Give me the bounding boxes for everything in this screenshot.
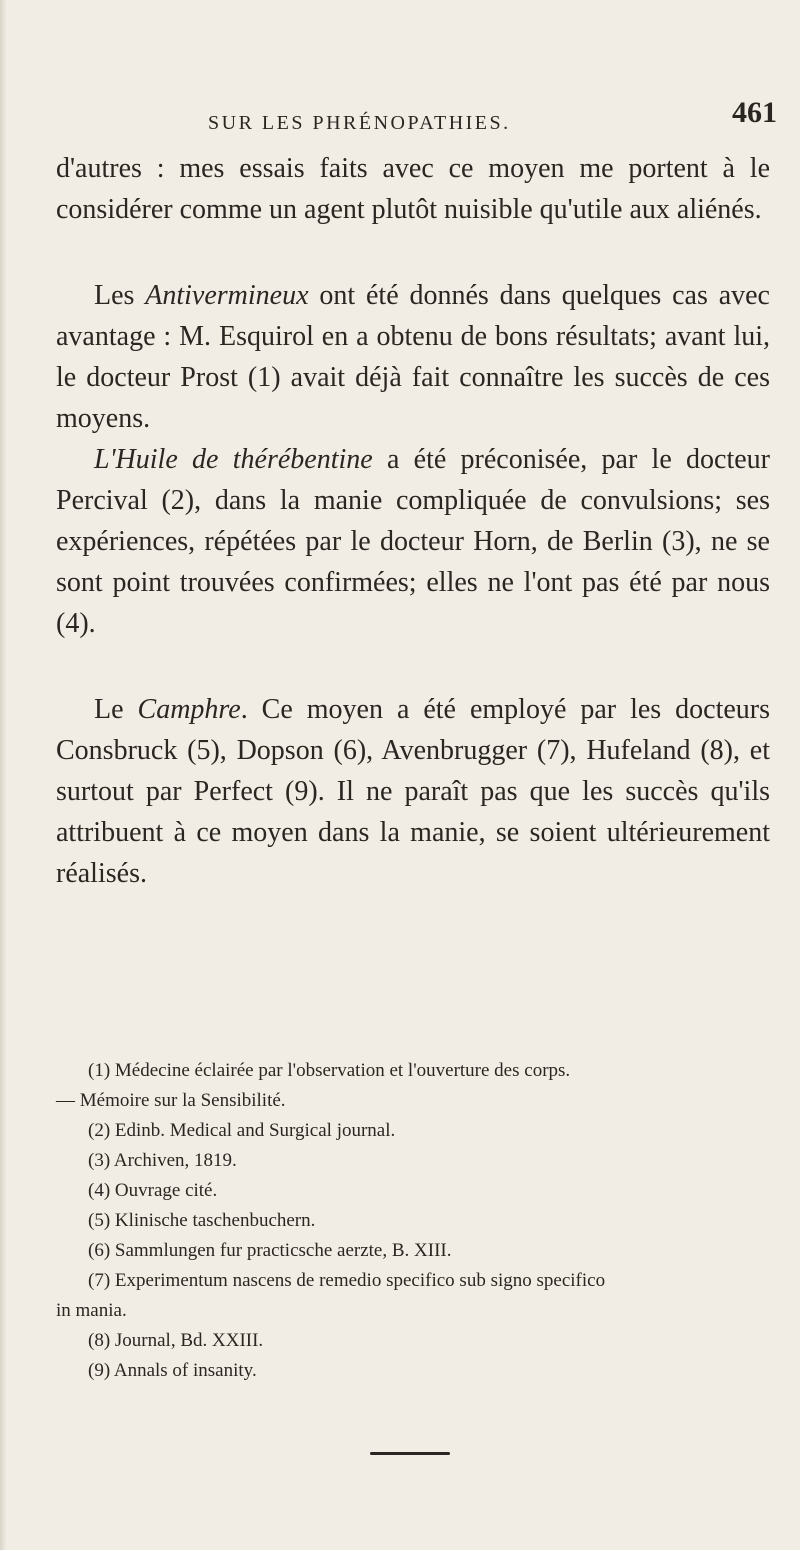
footnote: (6) Sammlungen fur practicsche aerzte, B. XIII. (88, 1240, 452, 1261)
footnote: (9) Annals of insanity. (88, 1360, 257, 1381)
italic-term: Camphre (137, 694, 241, 725)
paragraph-camphre (56, 689, 770, 894)
running-header: SUR LES PHRÉNOPATHIES. (208, 112, 511, 134)
end-rule (370, 1452, 450, 1455)
text-segment: a été préconisée, par le docteur Percival (2), dans la manie compliquée de convulsions; ses expériences, répétées par le docteur Horn, de Berlin (3), ne se sont point trouvées confirmées; elles ne l'ont pas été par nous (4). (56, 444, 770, 639)
footnote: (5) Klinische taschenbuchern. (88, 1210, 316, 1231)
footnote-continuation: in mania. (56, 1300, 127, 1321)
footnote: (7) Experimentum nascens de remedio specifico sub signo specifico (88, 1270, 606, 1291)
italic-term: L'Huile de thérébentine (94, 444, 373, 475)
text-segment: Les (94, 280, 146, 311)
footnote-continuation: — Mémoire sur la Sensibilité. (56, 1090, 286, 1111)
footnote: (1) Médecine éclairée par l'observation et l'ouverture des corps. (88, 1060, 571, 1081)
text-segment: Le (94, 694, 138, 725)
text-segment: d'autres : mes essais faits avec ce moyen me portent à le considérer comme un agent plutôt nuisible qu'utile aux aliénés. (56, 153, 770, 225)
footnote: (2) Edinb. Medical and Surgical journal. (88, 1120, 396, 1141)
footnote: (8) Journal, Bd. XXIII. (88, 1330, 264, 1351)
paragraph-continuation (56, 148, 770, 230)
footnotes (56, 1056, 770, 1386)
page-number: 461 (732, 96, 777, 129)
paragraph-huile (56, 439, 770, 644)
text-segment: . Ce moyen a été employé par les docteurs Consbruck (5), Dopson (6), Avenbrugger (7), Hufeland (8), et surtout par Perfect (9). Il ne paraît pas que les succès qu'ils attribuent à ce moyen dans la manie, se soient ultérieurement réalisés. (56, 694, 771, 889)
main-text (56, 148, 770, 894)
text-segment: ont été donnés dans quelques cas avec avantage : M. Esquirol en a obtenu de bons résultats; avant lui, le docteur Prost (1) avait déjà fait connaître les succès de ces moyens. (56, 280, 770, 434)
paragraph-antivermineux (56, 275, 770, 439)
page-binding-edge (0, 0, 6, 1550)
italic-term: Antivermineux (145, 280, 309, 311)
footnote: (3) Archiven, 1819. (88, 1150, 237, 1171)
footnote: (4) Ouvrage cité. (88, 1180, 218, 1201)
